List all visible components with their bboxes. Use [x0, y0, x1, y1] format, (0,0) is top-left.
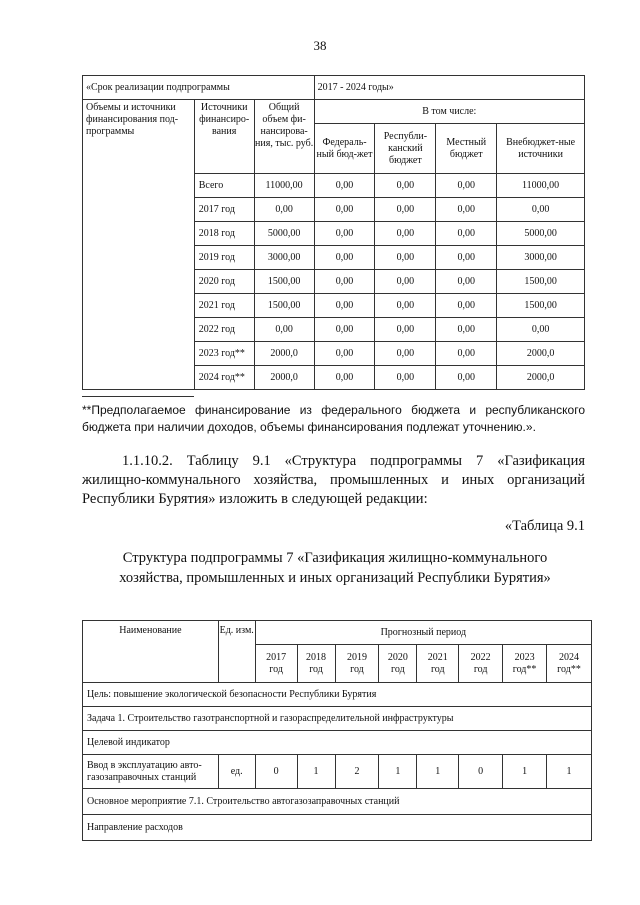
passport-table	[82, 75, 585, 390]
direction-row: Направление расходов	[83, 815, 592, 841]
indicator-name: Ввод в эксплуатацию авто-газозаправочных станций	[83, 755, 219, 789]
year-suffix: год**	[512, 663, 537, 675]
year-header	[459, 645, 503, 683]
cell-federal: 0,00	[314, 174, 375, 198]
cell-extra: 1500,00	[497, 270, 585, 294]
page-number: 38	[313, 38, 327, 53]
year-header	[379, 645, 417, 683]
structure-title-line2: хозяйства, промышленных и иных организаций Республики Бурятия»	[119, 570, 551, 586]
cell-total: 5000,00	[254, 222, 314, 246]
cell-federal: 0,00	[314, 294, 375, 318]
indicator-value: 1	[503, 755, 547, 789]
cell-local: 0,00	[436, 174, 497, 198]
row-label: 2020 год	[194, 270, 254, 294]
indicator-value: 0	[255, 755, 297, 789]
cell-total: 0,00	[254, 198, 314, 222]
cell-federal: 0,00	[314, 318, 375, 342]
row-label: 2024 год**	[194, 366, 254, 390]
cell-extra: 5000,00	[497, 222, 585, 246]
indicator-value: 1	[297, 755, 335, 789]
period-label: «Срок реализации подпрограммы	[83, 76, 315, 100]
cell-total: 0,00	[254, 318, 314, 342]
funding-label: Объемы и источники финансирования под-программы	[83, 100, 195, 390]
year-suffix: год**	[557, 663, 581, 675]
year-header	[547, 645, 592, 683]
col-extra: Внебюджет-ные источники	[497, 124, 585, 174]
col-unit: Ед. изм.	[218, 621, 255, 683]
indicator-value: 2	[335, 755, 379, 789]
year-value: 2022	[470, 651, 491, 663]
year-value: 2017	[266, 651, 287, 663]
year-suffix: год	[430, 663, 445, 675]
structure-title-line1: Структура подпрограммы 7 «Газификация жилищно-коммунального	[122, 550, 548, 566]
cell-total: 2000,0	[254, 342, 314, 366]
cell-republic: 0,00	[375, 198, 436, 222]
year-suffix: год	[473, 663, 488, 675]
cell-total: 11000,00	[254, 174, 314, 198]
amendment-paragraph: 1.1.10.2. Таблицу 9.1 «Структура подпрограммы 7 «Газификация жилищно-коммунального хозяйства, промышленных и иных организаций Республики Бурятия» изложить в следующей редакции:	[82, 453, 585, 507]
cell-local: 0,00	[436, 270, 497, 294]
cell-federal: 0,00	[314, 198, 375, 222]
cell-extra: 3000,00	[497, 246, 585, 270]
cell-local: 0,00	[436, 198, 497, 222]
year-suffix: год	[269, 663, 283, 675]
year-header	[417, 645, 459, 683]
measure-row: Основное мероприятие 7.1. Строительство автогазозаправочных станций	[83, 789, 592, 815]
cell-republic: 0,00	[375, 342, 436, 366]
row-label: 2023 год**	[194, 342, 254, 366]
row-label: 2022 год	[194, 318, 254, 342]
cell-federal: 0,00	[314, 246, 375, 270]
year-header	[297, 645, 335, 683]
indicator-value: 1	[417, 755, 459, 789]
year-suffix: год	[350, 663, 364, 675]
row-label: 2017 год	[194, 198, 254, 222]
row-label: 2018 год	[194, 222, 254, 246]
col-name: Наименование	[83, 621, 219, 683]
cell-republic: 0,00	[375, 222, 436, 246]
year-value: 2023	[514, 651, 535, 663]
year-value: 2020	[387, 651, 408, 663]
cell-total: 2000,0	[254, 366, 314, 390]
cell-federal: 0,00	[314, 270, 375, 294]
col-forecast: Прогнозный период	[255, 621, 591, 645]
year-suffix: год	[391, 663, 405, 675]
cell-federal: 0,00	[314, 342, 375, 366]
cell-republic: 0,00	[375, 366, 436, 390]
cell-republic: 0,00	[375, 318, 436, 342]
indicator-unit: ед.	[218, 755, 255, 789]
cell-local: 0,00	[436, 318, 497, 342]
indicator-row: Целевой индикатор	[83, 731, 592, 755]
cell-republic: 0,00	[375, 270, 436, 294]
cell-extra: 0,00	[497, 318, 585, 342]
cell-total: 1500,00	[254, 270, 314, 294]
table-row	[83, 755, 592, 789]
footnote: **Предполагаемое финансирование из федерального бюджета и республиканского бюджета при наличии доходов, объемы финансирования подлежат уточнению.».	[82, 403, 585, 434]
indicator-value: 1	[379, 755, 417, 789]
table-label: «Таблица 9.1	[504, 518, 585, 534]
cell-local: 0,00	[436, 366, 497, 390]
year-value: 2024	[559, 651, 579, 663]
year-value: 2018	[306, 651, 327, 663]
row-label: 2019 год	[194, 246, 254, 270]
col-local: Местный бюджет	[436, 124, 497, 174]
row-label: Всего	[194, 174, 254, 198]
year-header	[503, 645, 547, 683]
col-total: Общий объем фи-нансирова-ния, тыс. руб.	[254, 100, 314, 174]
year-header	[255, 645, 297, 683]
cell-local: 0,00	[436, 342, 497, 366]
structure-table	[82, 620, 592, 841]
indicator-value: 0	[459, 755, 503, 789]
cell-federal: 0,00	[314, 366, 375, 390]
task-row: Задача 1. Строительство газотранспортной и газораспределительной инфраструктуры	[83, 707, 592, 731]
cell-extra: 11000,00	[497, 174, 585, 198]
col-including: В том числе:	[314, 100, 584, 124]
cell-local: 0,00	[436, 294, 497, 318]
cell-extra: 2000,0	[497, 366, 585, 390]
row-label: 2021 год	[194, 294, 254, 318]
year-value: 2021	[427, 651, 448, 663]
cell-republic: 0,00	[375, 246, 436, 270]
indicator-value: 1	[547, 755, 592, 789]
period-value: 2017 - 2024 годы»	[314, 76, 584, 100]
cell-republic: 0,00	[375, 294, 436, 318]
cell-total: 3000,00	[254, 246, 314, 270]
year-value: 2019	[346, 651, 367, 663]
year-suffix: год	[309, 663, 323, 675]
cell-local: 0,00	[436, 246, 497, 270]
col-sources: Источники финансиро-вания	[194, 100, 254, 174]
cell-extra: 1500,00	[497, 294, 585, 318]
col-republic: Республи-канский бюджет	[375, 124, 436, 174]
cell-republic: 0,00	[375, 174, 436, 198]
cell-extra: 0,00	[497, 198, 585, 222]
goal-row: Цель: повышение экологической безопасности Республики Бурятия	[83, 683, 592, 707]
cell-local: 0,00	[436, 222, 497, 246]
cell-federal: 0,00	[314, 222, 375, 246]
col-federal: Федераль-ный бюд-жет	[314, 124, 375, 174]
year-header	[335, 645, 379, 683]
footnote-divider	[82, 396, 194, 397]
cell-extra: 2000,0	[497, 342, 585, 366]
cell-total: 1500,00	[254, 294, 314, 318]
